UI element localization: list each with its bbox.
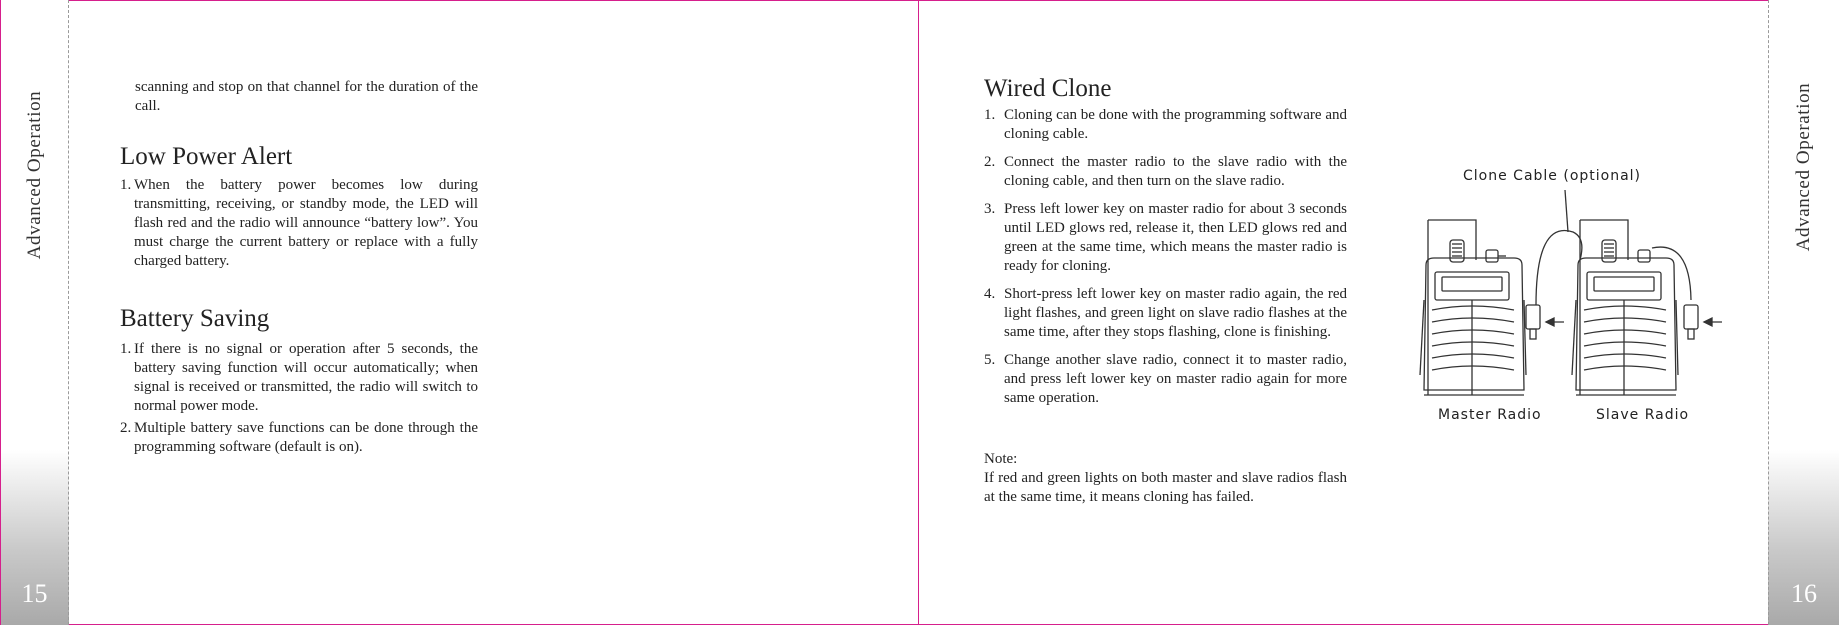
item-number: 1. (120, 177, 132, 193)
step-number: 5. (984, 352, 996, 368)
low-power-section (120, 142, 478, 271)
right-page-number: 16 (1791, 579, 1817, 608)
step-number: 3. (984, 201, 996, 217)
clone-step-3 (984, 200, 1347, 276)
spread-divider (918, 0, 919, 625)
cable-leader-line (1565, 190, 1568, 232)
step-text: Press left lower key on master radio for about 3 seconds until LED glows red, release it, then LED glows red and green at the same time, which means the master radio is ready for cloning. (1004, 201, 1347, 274)
step-number: 2. (984, 154, 996, 170)
intro-paragraph (135, 78, 478, 116)
master-radio-label: Master Radio (1438, 407, 1542, 423)
clone-step-5 (984, 351, 1347, 408)
item-text: When the battery power becomes low during transmitting, receiving, or standby mode, the LED will flash red and the radio will announce “battery low”. You must charge the current battery or replace with a fully charged battery. (134, 177, 478, 269)
item-number: 2. (120, 420, 132, 436)
right-side-title: Advanced Operation (1793, 82, 1814, 252)
step-text: Connect the master radio to the slave radio with the cloning cable, and then turn on the slave radio. (1004, 154, 1347, 189)
battery-saving-heading: Battery Saving (120, 305, 270, 332)
wired-clone-heading: Wired Clone (984, 75, 1112, 102)
item-text: Multiple battery save functions can be done through the programming software (default is on). (134, 420, 478, 455)
note-text: If red and green lights on both master and slave radios flash at the same time, it means cloning has failed. (984, 470, 1347, 505)
step-number: 4. (984, 286, 996, 302)
left-side-title: Advanced Operation (23, 90, 45, 260)
clone-step-1 (984, 106, 1347, 144)
item-text: If there is no signal or operation after 5 seconds, the battery saving function will occur automatically; when signal is received or transmitted, the radio will switch to normal power mode. (134, 341, 478, 414)
slave-radio-label: Slave Radio (1596, 407, 1690, 423)
battery-saving-item-1 (120, 340, 478, 416)
insert-arrows (1546, 318, 1722, 326)
low-power-item-1 (120, 176, 478, 271)
step-text: Cloning can be done with the programming software and cloning cable. (1004, 107, 1347, 142)
clone-cable-label: Clone Cable (optional) (1463, 168, 1642, 184)
wired-clone-section (984, 74, 1347, 417)
step-text: Short-press left lower key on master radio again, the red light flashes, and green light on slave radio flashes at the same time, after they stops flashing, clone is finishing. (1004, 286, 1347, 340)
left-page-number: 15 (21, 579, 48, 608)
left-side-tab (1, 0, 69, 625)
master-radio-drawing (1420, 220, 1526, 395)
battery-saving-section (120, 304, 478, 457)
clone-diagram (1408, 160, 1738, 430)
note-section (984, 450, 1347, 507)
right-side-tab (1768, 0, 1839, 625)
clone-step-2 (984, 153, 1347, 191)
low-power-heading: Low Power Alert (120, 143, 293, 170)
clone-step-4 (984, 285, 1347, 342)
step-text: Change another slave radio, connect it to master radio, and press left lower key on master radio again for more same operation. (1004, 352, 1347, 406)
radios-illustration (1408, 160, 1738, 430)
battery-saving-item-2 (120, 419, 478, 457)
slave-radio-drawing (1572, 220, 1678, 395)
note-label: Note: (984, 451, 1018, 467)
intro-text: scanning and stop on that channel for the duration of the call. (135, 79, 478, 114)
item-number: 1. (120, 341, 132, 357)
step-number: 1. (984, 107, 996, 123)
